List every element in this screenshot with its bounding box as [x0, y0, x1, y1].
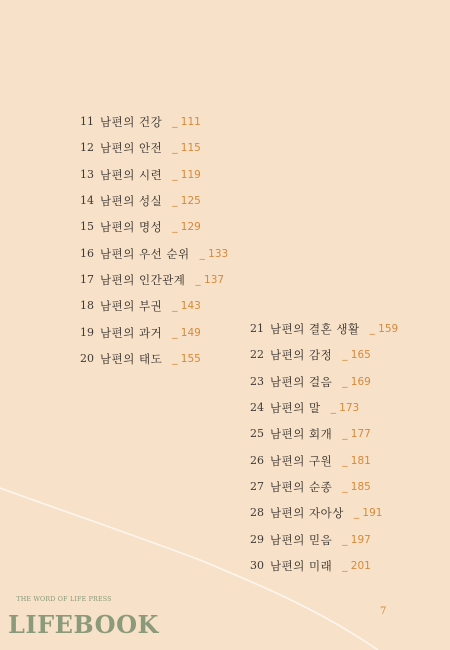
entry-page: _ 143 — [172, 300, 201, 313]
entry-title: 남편의 회개 — [270, 427, 333, 442]
toc-entry[interactable] — [250, 395, 398, 421]
entry-number: 19 — [80, 325, 94, 339]
entry-page: _ 119 — [172, 168, 201, 181]
entry-number: 29 — [250, 532, 264, 546]
entry-number: 18 — [80, 299, 94, 313]
entry-page: _ 201 — [342, 559, 371, 572]
entry-page: _ 165 — [342, 349, 371, 362]
entry-title: 남편의 시련 — [100, 167, 163, 182]
entry-page: _ 133 — [199, 247, 229, 260]
toc-entry[interactable] — [80, 135, 228, 161]
entry-title: 남편의 안전 — [100, 141, 163, 156]
toc-entry[interactable] — [80, 162, 228, 188]
entry-page: _ 173 — [330, 402, 360, 415]
toc-entry[interactable] — [250, 421, 398, 447]
entry-number: 12 — [80, 141, 94, 155]
toc-entry[interactable] — [250, 342, 398, 368]
toc-entry[interactable] — [80, 214, 228, 240]
entry-page: _ 185 — [342, 480, 371, 493]
entry-number: 27 — [250, 479, 264, 493]
entry-title: 남편의 말 — [270, 401, 321, 416]
entry-number: 14 — [80, 194, 94, 208]
entry-title: 남편의 부권 — [100, 299, 163, 314]
entry-title: 남편의 인간관계 — [100, 272, 186, 287]
toc-entry[interactable] — [250, 447, 398, 473]
toc-entry[interactable] — [250, 474, 398, 500]
entry-title: 남편의 믿음 — [270, 532, 333, 547]
entry-number: 22 — [250, 348, 264, 362]
entry-number: 13 — [80, 167, 94, 181]
entry-page: _ 125 — [172, 195, 201, 208]
entry-page: _ 177 — [342, 428, 371, 441]
entry-title: 남편의 순종 — [270, 479, 333, 494]
entry-title: 남편의 과거 — [100, 325, 163, 340]
toc-entry[interactable] — [250, 316, 398, 342]
toc-left-column — [80, 109, 228, 372]
entry-number: 17 — [80, 272, 94, 286]
logo-name: LIFEBOOK — [8, 610, 159, 639]
entry-number: 24 — [250, 401, 264, 415]
entry-page: _ 197 — [342, 533, 371, 546]
toc-entry[interactable] — [80, 319, 228, 345]
entry-number: 23 — [250, 374, 264, 388]
entry-page: _ 129 — [172, 221, 201, 234]
entry-title: 남편의 태도 — [100, 351, 163, 366]
toc-entry[interactable] — [250, 500, 398, 526]
entry-number: 15 — [80, 220, 94, 234]
entry-title: 남편의 자아상 — [270, 506, 344, 521]
entry-page: _ 181 — [342, 454, 371, 467]
entry-number: 28 — [250, 506, 264, 520]
entry-page: _ 111 — [172, 116, 201, 129]
entry-number: 21 — [250, 322, 264, 336]
entry-number: 20 — [80, 351, 94, 365]
toc-entry[interactable] — [80, 293, 228, 319]
entry-number: 11 — [80, 115, 94, 129]
entry-page: _ 159 — [369, 323, 399, 336]
logo-subtitle: THE WORD OF LIFE PRESS — [16, 596, 112, 603]
entry-title: 남편의 명성 — [100, 220, 163, 235]
entry-title: 남편의 구원 — [270, 453, 333, 468]
entry-title: 남편의 미래 — [270, 558, 333, 573]
toc-entry[interactable] — [250, 526, 398, 552]
entry-page: _ 191 — [353, 507, 383, 520]
entry-number: 25 — [250, 427, 264, 441]
toc-entry[interactable] — [80, 240, 228, 266]
page-number: 7 — [380, 606, 387, 617]
entry-number: 30 — [250, 558, 264, 572]
toc-entry[interactable] — [80, 188, 228, 214]
entry-title: 남편의 결혼 생활 — [270, 322, 360, 337]
entry-page: _ 137 — [195, 273, 225, 286]
entry-page: _ 115 — [172, 142, 201, 155]
toc-entry[interactable] — [250, 369, 398, 395]
entry-title: 남편의 성실 — [100, 194, 163, 209]
entry-title: 남편의 건강 — [100, 115, 163, 130]
toc-entry[interactable] — [250, 553, 398, 579]
entry-title: 남편의 우선 순위 — [100, 246, 190, 261]
entry-title: 남편의 감정 — [270, 348, 333, 363]
entry-title: 남편의 걸음 — [270, 374, 333, 389]
entry-number: 16 — [80, 246, 94, 260]
publisher-logo — [8, 596, 159, 646]
toc-right-column — [250, 316, 398, 579]
entry-page: _ 169 — [342, 375, 371, 388]
entry-number: 26 — [250, 453, 264, 467]
entry-page: _ 155 — [172, 352, 201, 365]
toc-entry[interactable] — [80, 267, 228, 293]
entry-page: _ 149 — [172, 326, 201, 339]
toc-entry[interactable] — [80, 109, 228, 135]
toc-entry[interactable] — [80, 346, 228, 372]
